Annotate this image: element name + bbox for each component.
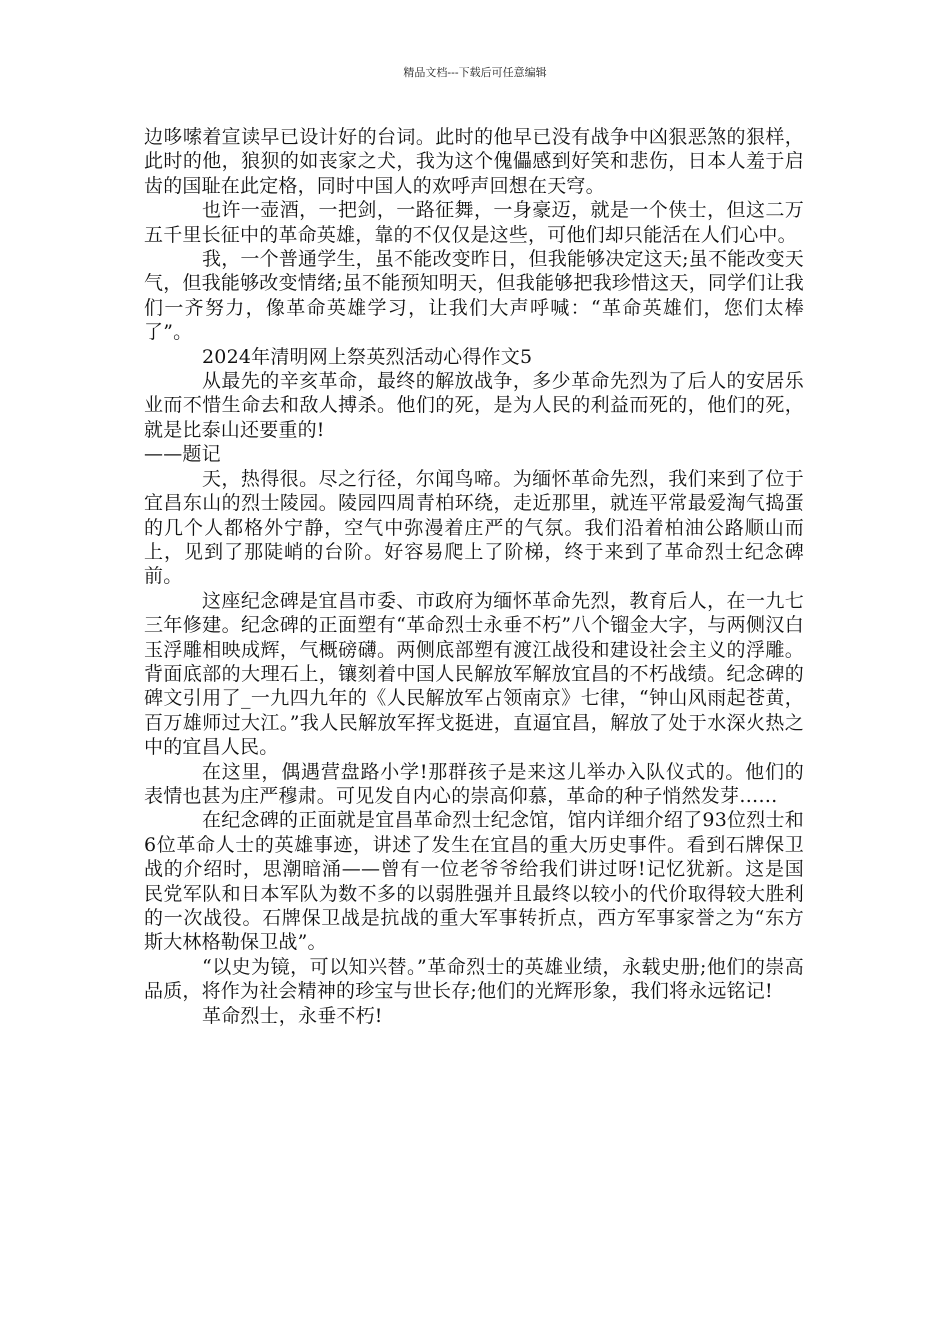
paragraph-school-children: 在这里，偶遇营盘路小学!那群孩子是来这儿举办入队仪式的。他们的表情也甚为庄严穆肃。可见发自内心的崇高仰慕，革命的种子悄然发芽…… bbox=[144, 760, 804, 807]
paragraph-monument: 这座纪念碑是宜昌市委、市政府为缅怀革命先烈，教育后人，在一九七三年修建。纪念碑的正面塑有“革命烈士永垂不朽”八个镏金大字，与两侧汉白玉浮雕相映成辉，气概磅礴。两侧底部塑有渡江战役和建设社会主义的浮雕。背面底部的大理石上，镶刻着中国人民解放军解放宜昌的不朽战绩。纪念碑的碑文引用了_一九四九年的《人民解放军占领南京》七律，“钟山风雨起苍黄，百万雄师过大江。”我人民解放军挥戈挺进，直逼宜昌，解放了处于水深火热之中的宜昌人民。 bbox=[144, 589, 804, 759]
paragraph-memorial-hall: 在纪念碑的正面就是宜昌革命烈士纪念馆，馆内详细介绍了93位烈士和6位革命人士的英雄事迹，讲述了发生在宜昌的重大历史事件。看到石牌保卫战的介绍时，思潮暗涌——曾有一位老爷爷给我们讲过呀!记忆犹新。这是国民党军队和日本军队为数不多的以弱胜强并且最终以较小的代价取得较大胜利的一次战役。石牌保卫战是抗战的重大军事转折点，西方军事家誉之为“东方斯大林格勒保卫战”。 bbox=[144, 809, 804, 954]
epigraph: 从最先的辛亥革命，最终的解放战争，多少革命先烈为了后人的安居乐业而不惜生命去和敌人搏杀。他们的死，是为人民的利益而死的，他们的死，就是比泰山还要重的! bbox=[144, 370, 804, 441]
section-title: 2024年清明网上祭英烈活动心得作文5 bbox=[202, 345, 533, 368]
document-body bbox=[144, 125, 804, 1028]
epigraph-attribution: ——题记 bbox=[144, 443, 221, 466]
paragraph-1: 边哆嗦着宣读早已设计好的台词。此时的他早已没有战争中凶狠恶煞的狠样，此时的他，狼狈的如丧家之犬，我为这个傀儡感到好笑和悲伤，日本人羞于启齿的国耻在此定格，同时中国人的欢呼声回想在天穹。 bbox=[144, 126, 804, 197]
paragraph-closing: 革命烈士，永垂不朽! bbox=[202, 1004, 383, 1027]
page-header: 精品文档---下载后可任意编辑 bbox=[403, 66, 547, 79]
paragraph-cemetery-visit: 天，热得很。尽之行径，尔闻鸟啼。为缅怀革命先烈，我们来到了位于宜昌东山的烈士陵园。陵园四周青柏环绕，走近那里，就连平常最爱淘气捣蛋的几个人都格外宁静，空气中弥漫着庄严的气氛。我们沿着柏油公路顺山而上，见到了那陡峭的台阶。好容易爬上了阶梯，终于来到了革命烈士纪念碑前。 bbox=[144, 467, 804, 588]
paragraph-history-mirror: “以史为镜，可以知兴替。”革命烈士的英雄业绩，永载史册;他们的崇高品质，将作为社会精神的珍宝与世长存;他们的光辉形象，我们将永远铭记! bbox=[144, 955, 804, 1003]
paragraph-2: 也许一壶酒，一把剑，一路征舞，一身豪迈，就是一个侠士，但这二万五千里长征中的革命英雄，靠的不仅仅是这些，可他们却只能活在人们心中。 bbox=[144, 199, 804, 246]
paragraph-3: 我，一个普通学生，虽不能改变昨日，但我能够决定这天;虽不能改变天气，但我能够改变情绪;虽不能预知明天，但我能够把我珍惜这天，同学们让我们一齐努力，像革命英雄学习，让我们大声呼喊：“革命英雄们，您们太棒了”。 bbox=[144, 248, 804, 344]
